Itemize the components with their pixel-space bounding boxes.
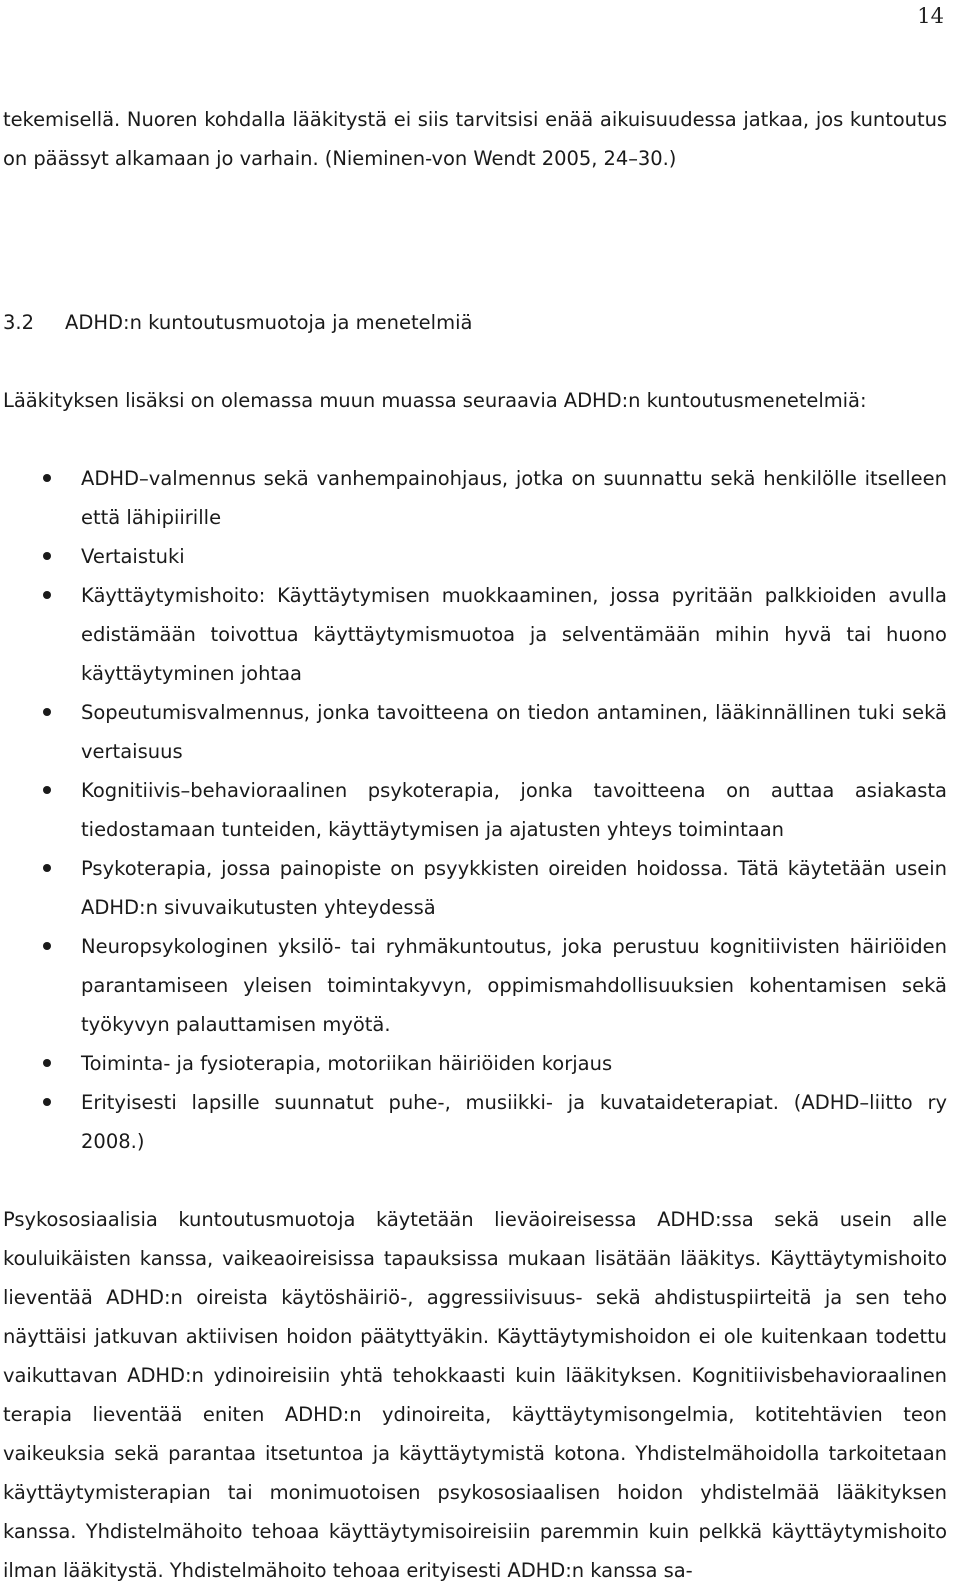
list-item <box>3 771 947 849</box>
document-body <box>3 100 947 1590</box>
list-item <box>3 1083 947 1161</box>
lead-paragraph: Lääkityksen lisäksi on olemassa muun muassa seuraavia ADHD:n kuntoutusmenetelmiä: <box>3 389 867 412</box>
list-item-text: Kognitiivis–behavioraalinen psykoterapia, jonka tavoitteena on auttaa asiakasta tiedostamaan tunteiden, käyttäytymisen ja ajatusten yhteys toimintaan <box>81 779 947 841</box>
list-item <box>3 849 947 927</box>
list-item-text: Vertaistuki <box>81 545 185 568</box>
page-number: 14 <box>917 4 944 28</box>
bullet-icon <box>43 474 51 482</box>
methods-list <box>3 459 947 1161</box>
bullet-icon <box>43 786 51 794</box>
section-title: ADHD:n kuntoutusmuotoja ja menetelmiä <box>65 311 473 334</box>
bullet-icon <box>43 591 51 599</box>
list-item <box>3 693 947 771</box>
list-item <box>3 459 947 537</box>
list-item-text: Käyttäytymishoito: Käyttäytymisen muokkaaminen, jossa pyritään palkkioiden avulla edistämään toivottua käyttäytymismuotoa ja selventämään mihin hyvä tai huono käyttäytyminen johtaa <box>81 584 947 685</box>
bullet-icon <box>43 552 51 560</box>
list-item-text: Toiminta- ja fysioterapia, motoriikan häiriöiden korjaus <box>81 1052 613 1075</box>
bullet-icon <box>43 864 51 872</box>
list-item-text: Neuropsykologinen yksilö- tai ryhmäkuntoutus, joka perustuu kognitiivisten häiriöiden parantamiseen yleisen toimintakyvyn, oppimismahdollisuuksien kohentamisen sekä työkyvyn palauttamisen myötä. <box>81 935 947 1036</box>
list-item-text: Psykoterapia, jossa painopiste on psyykkisten oireiden hoidossa. Tätä käytetään usein ADHD:n sivuvaikutusten yhteydessä <box>81 857 947 919</box>
intro-paragraph: tekemisellä. Nuoren kohdalla lääkitystä ei siis tarvitsisi enää aikuisuudessa jatkaa, jos kuntoutus on päässyt alkamaan jo varhain. (Nieminen-von Wendt 2005, 24–30.) <box>3 108 947 170</box>
list-item-text: ADHD–valmennus sekä vanhempainohjaus, jotka on suunnattu sekä henkilölle itselleen että lähipiirille <box>81 467 947 529</box>
closing-paragraph: Psykososiaalisia kuntoutusmuotoja käytetään lieväoireisessa ADHD:ssa sekä usein alle kouluikäisten kanssa, vaikeaoireisissa tapauksissa mukaan lisätään lääkitys. Käyttäytymishoito lieventää ADHD:n oireista käytöshäiriö-, aggressiivisuus- sekä ahdistuspiirteitä ja sen teho näyttäisi jatkuvan aktiivisen hoidon päätyttyäkin. Käyttäytymishoidon ei ole kuitenkaan todettu vaikuttavan ADHD:n ydinoireisiin yhtä tehokkaasti kuin lääkityksen. Kognitiivisbehavioraalinen terapia lieventää eniten ADHD:n ydinoireita, käyttäytymisongelmia, kotitehtävien teon vaikeuksia sekä parantaa itsetuntoa ja käyttäytymistä kotona. Yhdistelmähoidolla tarkoitetaan käyttäytymisterapian tai monimuotoisen psykososiaalisen hoidon yhdistelmää lääkityksen kanssa. Yhdistelmähoito tehoaa käyttäytymisoireisiin paremmin kuin pelkkä käyttäytymishoito ilman lääkitystä. Yhdistelmähoito tehoaa erityisesti ADHD:n kanssa sa- <box>3 1208 947 1582</box>
list-item <box>3 1044 947 1083</box>
list-item-text: Sopeutumisvalmennus, jonka tavoitteena on tiedon antaminen, lääkinnällinen tuki sekä vertaisuus <box>81 701 947 763</box>
bullet-icon <box>43 1059 51 1067</box>
bullet-icon <box>43 942 51 950</box>
bullet-icon <box>43 1098 51 1106</box>
bullet-icon <box>43 708 51 716</box>
section-number: 3.2 <box>3 311 35 334</box>
list-item <box>3 927 947 1044</box>
list-item <box>3 576 947 693</box>
list-item-text: Erityisesti lapsille suunnatut puhe-, musiikki- ja kuvataideterapiat. (ADHD–liitto ry 2008.) <box>81 1091 947 1153</box>
list-item <box>3 537 947 576</box>
section-heading <box>3 303 947 342</box>
